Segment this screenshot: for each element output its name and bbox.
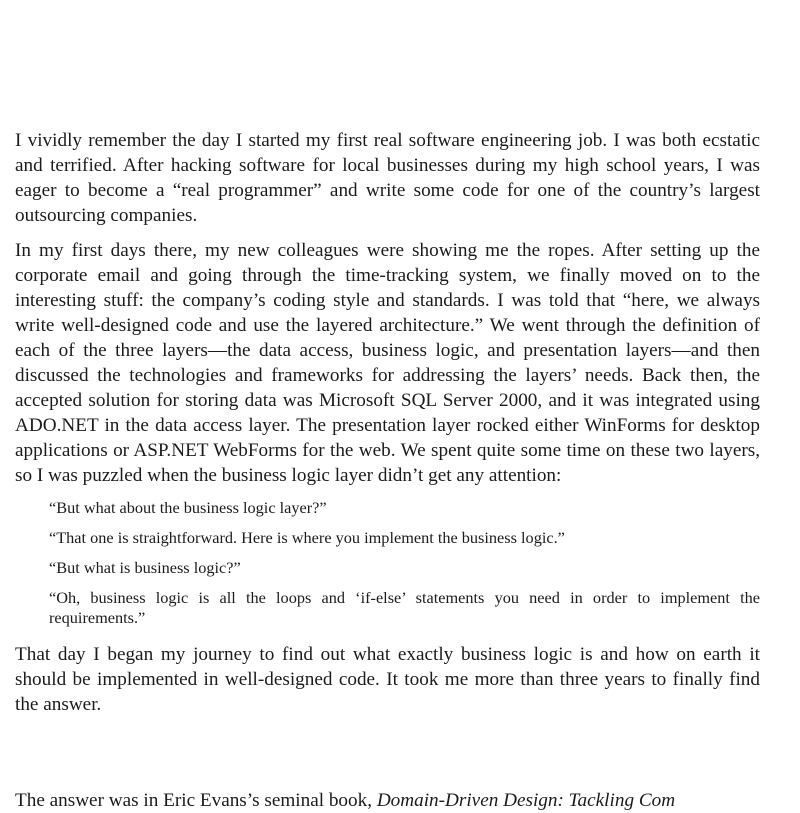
paragraph-first-days: In my first days there, my new colleagues were showing me the ropes. After setting up the corporate email and going through the time-tracking system, we finally moved on to the interesting stuff: the company’s coding style and standards. I was told that “here, we always write well-designed code and use the layered architecture.” We went through the definition of each of the three layers—the data access, business logic, and presentation layers—and then discussed the technologies and frameworks for addressing the layers’ needs. Back then, the accepted solution for storing data was Microsoft SQL Server 2000, and it was integrated using ADO.NET in the data access layer. The presentation layer rocked either WinForms for desktop applications or ASP.NET WebForms for the web. We spent quite some time on these two layers, so I was puzzled when the business logic layer didn’t get any attention: — [15, 240, 760, 486]
dialog-line: “But what about the business logic layer?” — [49, 498, 327, 517]
cut-line-text: The answer was in Eric Evans’s seminal book, — [15, 790, 377, 811]
cut-line-book-title: Domain-Driven Design: Tackling Com — [376, 790, 676, 811]
dialog-line: “But what is business logic?” — [49, 558, 241, 577]
dialog-line: “That one is straightforward. Here is where you implement the business logic.” — [49, 528, 565, 547]
partially-visible-line — [15, 788, 760, 813]
paragraph-first-job: I vividly remember the day I started my first real software engineering job. I was both ecstatic and terrified. After hacking software for local businesses during my high school years, I was eager to become a “real programmer” and write some code for one of the country’s largest outsourcing companies. — [15, 130, 760, 226]
page-body — [15, 128, 760, 727]
dialog-block — [49, 498, 760, 628]
paragraph-journey: That day I began my journey to find out what exactly business logic is and how on earth it should be implemented in well-designed code. It took me more than three years to finally find the answer. — [15, 644, 760, 715]
dialog-line: “Oh, business logic is all the loops and ‘if-else’ statements you need in order to implement the requirements.” — [49, 588, 760, 627]
